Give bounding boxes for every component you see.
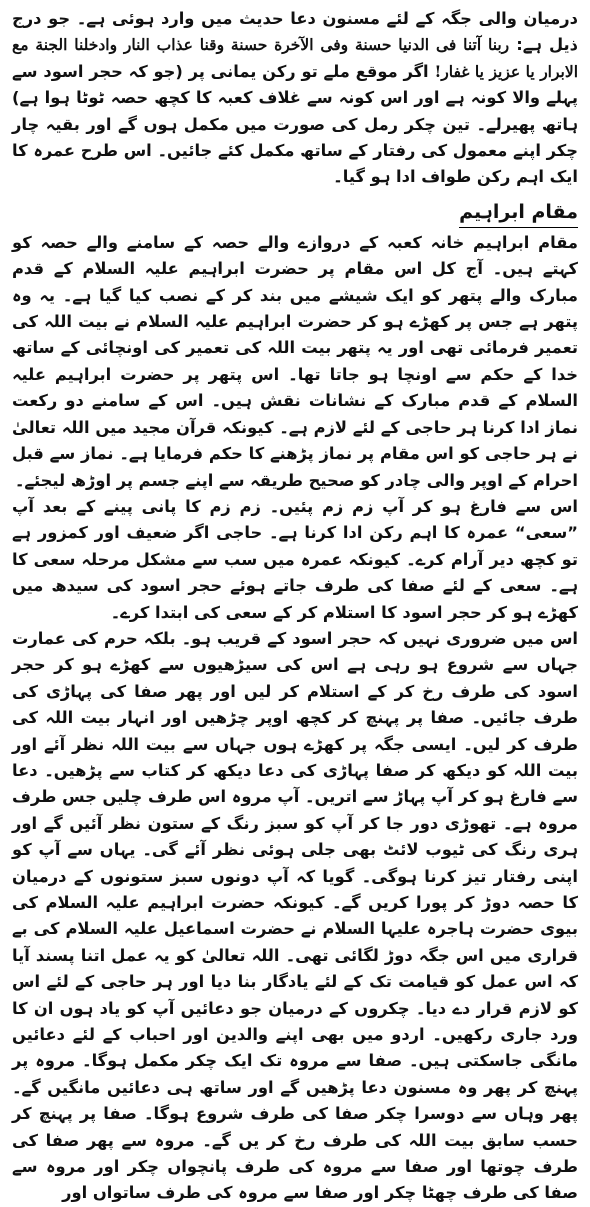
arabic-dua: ربنا آتنا فی الدنیا حسنة وفی الآخرة حسنة وقنا عذاب النار وادخلنا الجنة مع الابرار یا عزیز یا غفار!: [12, 35, 578, 81]
intro-continuation: اگر موقع ملے تو رکن یمانی پر (جو کہ حجر اسود سے پہلے والا کونہ ہے اور اس کونہ سے غلاف کعبہ کا کچھ حصہ ٹوٹا ہوا ہے) ہاتھ پھیرلے۔ تین چکر رمل کی صورت میں مکمل ہوں گے اور بقیہ چار چکر اپنے معمول کی رفتار کے ساتھ مکمل کئے جائیں۔ اس طرح عمرہ کا ایک اہم رکن طواف ادا ہو گیا۔: [12, 61, 578, 187]
intro-paragraph: [12, 6, 578, 191]
body-paragraph-3: اس میں ضروری نہیں کہ حجر اسود کے قریب ہو۔ بلکہ حرم کی عمارت جہاں سے شروع ہو رہی ہے اس کی سیڑھیوں سے کھڑے ہو کر حجر اسود کی طرف رخ کر کے استلام کر لیں اور پھر صفا کی پہاڑی کی طرف جائیں۔ صفا پر پہنچ کر کچھ اوپر چڑھیں اور انہار بیت اللہ کی طرف کر لیں۔ ایسی جگہ پر کھڑے ہوں جہاں سے بیت اللہ نظر آئے اور بیت اللہ کو دیکھ کر صفا پہاڑی کی دعا دیکھ کر کتاب سے پڑھیں۔ دعا سے فارغ ہو کر آپ پہاڑ سے اتریں۔ آپ مروہ اس طرف چلیں جس طرف مروہ ہے۔ تھوڑی دور جا کر آپ کو سبز رنگ کے ستون نظر آئیں گے اور ہری رنگ کی ٹیوب لائٹ بھی جلی ہوئی نظر آئے گی۔ یہاں سے آپ کو اپنی رفتار تیز کرنا ہوگی۔ گویا کہ آپ دونوں سبز ستونوں کے درمیان کا حصہ دوڑ کر پورا کریں گے۔ کیونکہ حضرت ابراہیم علیہ السلام کی بیوی حضرت ہاجرہ علیہا السلام نے حضرت اسماعیل علیہ السلام کی بے قراری میں اس جگہ دوڑ لگائی تھی۔ اللہ تعالیٰ کو یہ عمل اتنا پسند آیا کہ اس عمل کو قیامت تک کے لئے یادگار بنا دیا اور ہر حاجی کے لئے اس کو لازم قرار دے دیا۔ چکروں کے درمیان جو دعائیں آپ کو یاد ہوں ان کا ورد جاری رکھیں۔ اردو میں بھی اپنے والدین اور احباب کے لئے دعائیں مانگی جاسکتی ہیں۔ صفا سے مروہ تک ایک چکر مکمل ہوگا۔ مروہ پر پہنچ کر پھر وہ مسنون دعا پڑھیں گے اور ساتھ ہی دعائیں مانگیں گے۔ پھر وہاں سے دوسرا چکر صفا کی طرف شروع ہوگا۔ صفا پر پہنچ کر حسب سابق بیت اللہ کی طرف رخ کر یں گے۔ مروہ سے پھر صفا کی طرف چوتھا اور صفا سے مروہ کی طرف پانچواں چکر اور مروہ سے صفا کی طرف چھٹا چکر اور صفا سے مروہ کی طرف ساتواں اور: [12, 628, 578, 1203]
intro-text: درمیان والی جگہ کے لئے مسنون دعا حدیث میں وارد ہوئی ہے۔ جو درج ذیل ہے:: [12, 9, 578, 55]
body-paragraph-1: مقام ابراہیم خانہ کعبہ کے دروازے والے حصہ کے سامنے والے حصہ کو کہتے ہیں۔ آج کل اس مقام پر حضرت ابراہیم علیہ السلام کے قدم مبارک والے پتھر کو ایک شیشے میں بند کر کے نصب کیا گیا ہے۔ یہ وہ پتھر ہے جس پر کھڑے ہو کر حضرت ابراہیم علیہ السلام نے بیت اللہ کی تعمیر فرمائی تھی اور یہ پتھر بیت اللہ کی تعمیر کی اونچائی کے ساتھ خدا کے حکم سے اونچا ہو جاتا تھا۔ اس پتھر پر حضرت ابراہیم علیہ السلام کے قدم مبارک کے نشانات نقش ہیں۔ اس کے سامنے دو رکعت نماز ادا کرنا ہر حاجی کے لئے لازم ہے۔ کیونکہ قرآن مجید میں اللہ تعالیٰ نے ہر حاجی کو اس مقام پر نماز پڑھنے کا حکم فرمایا ہے۔ نماز سے قبل احرام کے اوپر والی چادر کو صحیح طریقہ سے اپنے جسم پر اوڑھ لیجئے۔: [12, 232, 578, 490]
section-heading: مقام ابراہیم: [459, 197, 578, 228]
body-paragraph-2: اس سے فارغ ہو کر آپ زم زم پئیں۔ زم زم کا پانی پینے کے بعد آپ ”سعی“ عمرہ کا اہم رکن ادا کرنا ہے۔ حاجی اگر ضعیف اور کمزور ہے تو کچھ دیر آرام کرے۔ کیونکہ عمرہ میں سب سے مشکل مرحلہ سعی کا ہے۔ سعی کے لئے صفا کی طرف جاتے ہوئے حجر اسود کی سیدھ میں کھڑے ہو کر حجر اسود کا استلام کر کے سعی کی ابتدا کرے۔: [12, 496, 578, 622]
